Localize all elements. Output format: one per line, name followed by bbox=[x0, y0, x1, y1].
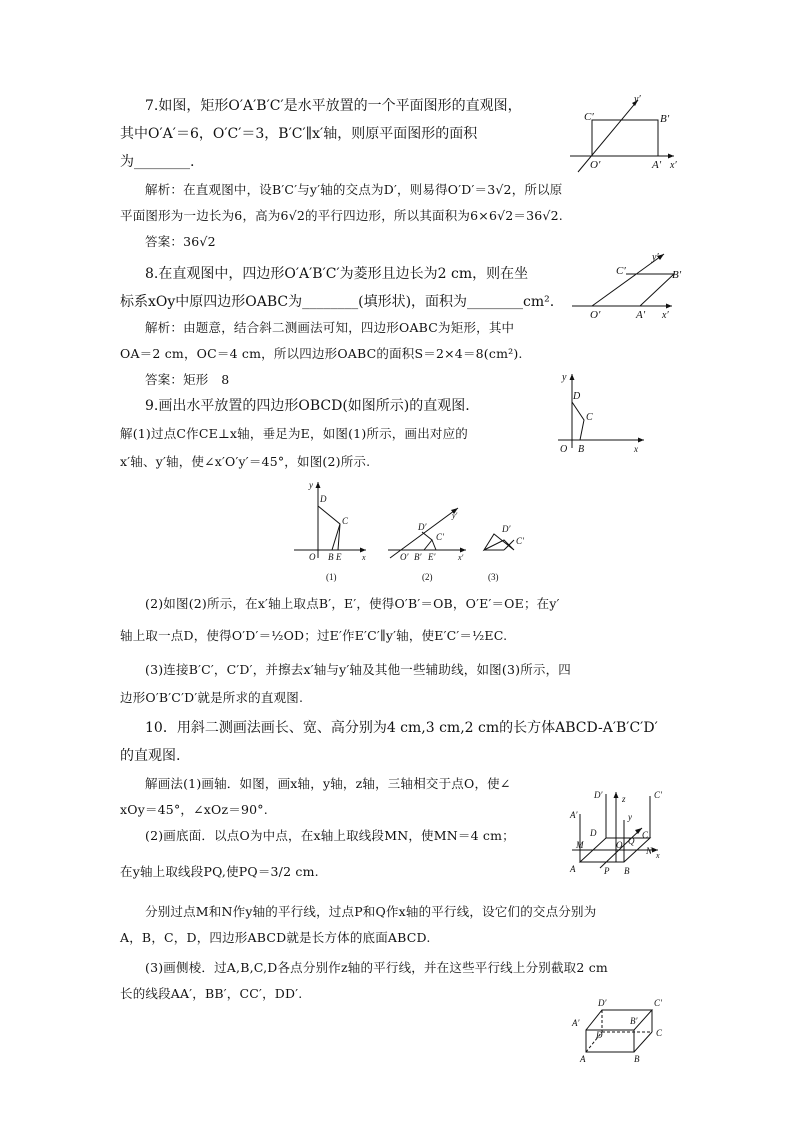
label-o: O bbox=[560, 444, 568, 455]
label-y: y′ bbox=[652, 252, 659, 263]
label-c: C bbox=[586, 412, 593, 423]
figure-step-2 bbox=[388, 508, 466, 582]
svg-text:B: B bbox=[328, 552, 334, 562]
p7-line3: 为________. bbox=[120, 154, 195, 170]
label-b: B′ bbox=[672, 269, 682, 281]
svg-text:A: A bbox=[570, 864, 576, 874]
front-face bbox=[586, 1030, 634, 1052]
rhombus-shape bbox=[592, 274, 674, 306]
svg-text:O′: O′ bbox=[400, 552, 409, 562]
svg-text:C: C bbox=[642, 830, 649, 840]
p10-solution-line7: (3)画侧棱．过A,B,C,D各点分别作z轴的平行线，并在这些平行线上分别截取2 cm bbox=[145, 960, 608, 975]
figure-p8-rhombus bbox=[568, 248, 682, 322]
svg-text:B′: B′ bbox=[414, 552, 422, 562]
svg-text:D′: D′ bbox=[502, 524, 511, 534]
p8-solution-line1: 解析：由题意，结合斜二测画法可知，四边形OABC为矩形，其中 bbox=[145, 320, 515, 335]
svg-text:x: x bbox=[362, 553, 366, 562]
svg-text:C′: C′ bbox=[654, 790, 662, 800]
svg-text:A′: A′ bbox=[570, 810, 578, 820]
label-y: y bbox=[562, 372, 567, 383]
quadrilateral-shape bbox=[572, 402, 584, 440]
svg-text:P: P bbox=[604, 866, 610, 876]
svg-text:E′: E′ bbox=[428, 552, 436, 562]
p7-solution-line1: 解析：在直观图中，设B′C′与y′轴的交点为D′，则易得O′D′＝3√2，所以原 bbox=[145, 182, 563, 197]
figure-p10-axes bbox=[566, 786, 666, 878]
p10-solution-line8: 长的线段AA′，BB′，CC′，DD′. bbox=[120, 986, 303, 1001]
svg-text:D: D bbox=[320, 494, 327, 504]
label-a: A′ bbox=[652, 159, 662, 171]
figure-p9-original bbox=[554, 368, 650, 454]
p7-answer: 答案：36√2 bbox=[145, 234, 216, 249]
svg-text:C′: C′ bbox=[654, 998, 662, 1008]
figure-p7-rectangle bbox=[562, 94, 682, 174]
p7-line2: 其中O′A′＝6，O′C′＝3，B′C′∥x′轴，则原平面图形的面积 bbox=[120, 126, 478, 142]
p7-solution-line2: 平面图形为一边长为6，高为6√2的平行四边形，所以其面积为6×6√2＝36√2. bbox=[120, 208, 563, 223]
label-o: O′ bbox=[590, 159, 601, 171]
svg-text:B: B bbox=[634, 1054, 640, 1064]
label-b: B′ bbox=[660, 113, 670, 125]
svg-text:Q: Q bbox=[628, 836, 635, 846]
label-a: A′ bbox=[636, 309, 646, 321]
label-b: B bbox=[578, 444, 585, 455]
svg-text:D′: D′ bbox=[598, 998, 607, 1008]
svg-text:D: D bbox=[596, 1030, 603, 1040]
x-axis-arrow bbox=[668, 154, 674, 159]
p7-line1: 7.如图，矩形O′A′B′C′是水平放置的一个平面图形的直观图， bbox=[145, 98, 522, 114]
p9-line1: 9.画出水平放置的四边形OBCD(如图所示)的直观图. bbox=[145, 398, 470, 414]
svg-text:C′: C′ bbox=[436, 532, 444, 542]
x-axis-arrow bbox=[638, 438, 644, 443]
p9-solution-line3: (2)如图(2)所示，在x′轴上取点B′，E′，使得O′B′＝OB，O′E′＝OE；在y′ bbox=[145, 596, 560, 611]
p9-solution-line1: 解(1)过点C作CE⊥x轴，垂足为E，如图(1)所示，画出对应的 bbox=[120, 426, 468, 441]
caption-3: (3) bbox=[488, 572, 499, 582]
y-axis-arrow bbox=[570, 374, 575, 380]
p8-answer: 答案：矩形 8 bbox=[145, 372, 230, 387]
svg-text:y: y bbox=[309, 480, 313, 490]
svg-text:A′: A′ bbox=[572, 1018, 580, 1028]
svg-text:x: x bbox=[656, 851, 660, 860]
p10-solution-line3: (2)画底面．以点O为中点，在x轴上取线段MN，使MN＝4 cm； bbox=[145, 828, 515, 843]
p10-solution-line6: A，B，C，D，四边形ABCD就是长方体的底面ABCD. bbox=[120, 930, 431, 945]
svg-text:A: A bbox=[580, 1054, 586, 1064]
svg-text:D′: D′ bbox=[418, 522, 427, 532]
label-y: y′ bbox=[634, 94, 641, 105]
p10-solution-line4: 在y轴上取线段PQ,使PQ＝3/2 cm. bbox=[120, 864, 319, 879]
label-x: x′ bbox=[670, 160, 677, 171]
svg-text:C′: C′ bbox=[516, 536, 524, 546]
svg-text:C: C bbox=[342, 516, 349, 526]
svg-text:z: z bbox=[622, 794, 626, 804]
svg-text:C: C bbox=[656, 1028, 663, 1038]
p10-solution-line5: 分别过点M和N作y轴的平行线，过点P和Q作x轴的平行线，设它们的交点分别为 bbox=[145, 904, 597, 919]
figure-p10-cuboid bbox=[572, 994, 668, 1064]
p8-solution-line2: OA＝2 cm，OC＝4 cm，所以四边形OABC的面积S＝2×4＝8(cm²). bbox=[120, 346, 523, 361]
x-axis-arrow bbox=[666, 304, 672, 309]
label-x: x′ bbox=[662, 310, 669, 321]
svg-text:D′: D′ bbox=[594, 790, 603, 800]
svg-text:M: M bbox=[576, 840, 584, 850]
svg-text:y: y bbox=[628, 812, 632, 822]
p9-solution-line2: x′轴、y′轴，使∠x′O′y′＝45°，如图(2)所示. bbox=[120, 454, 371, 469]
p9-solution-line5: (3)连接B′C′，C′D′，并擦去x′轴与y′轴及其他一些辅助线，如图(3)所示，四 bbox=[145, 662, 571, 677]
top-face bbox=[586, 1010, 652, 1030]
label-c: C′ bbox=[616, 265, 626, 277]
label-x: x bbox=[634, 444, 638, 454]
p10-solution-line2: xOy＝45°，∠xOz＝90°. bbox=[120, 802, 268, 817]
svg-text:O: O bbox=[616, 840, 623, 850]
p10-line1: 10．用斜二测画法画长、宽、高分别为4 cm,3 cm,2 cm的长方体ABCD-A′B′C′D′ bbox=[145, 720, 658, 736]
p9-solution-line4: 轴上取一点D，使得O′D′＝½OD；过E′作E′C′∥y′轴，使E′C′＝½EC. bbox=[120, 628, 508, 643]
svg-text:E: E bbox=[336, 552, 342, 562]
figure-step-3 bbox=[484, 524, 525, 582]
p10-solution-line1: 解画法(1)画轴．如图，画x轴，y轴，z轴，三轴相交于点O，使∠ bbox=[145, 776, 511, 791]
p8-line2: 标系xOy中原四边形OABC为________(填形状)，面积为________cm². bbox=[120, 294, 555, 310]
figure-step-1 bbox=[294, 480, 366, 582]
label-d: D bbox=[573, 391, 581, 402]
svg-text:B′: B′ bbox=[630, 1016, 638, 1026]
svg-text:x′: x′ bbox=[458, 553, 464, 562]
label-o: O′ bbox=[590, 309, 601, 321]
figure-p9-steps bbox=[292, 478, 548, 584]
caption-2: (2) bbox=[422, 572, 433, 582]
p10-line2: 的直观图. bbox=[120, 748, 181, 764]
rectangle-shape bbox=[592, 120, 658, 156]
caption-1: (1) bbox=[326, 572, 337, 582]
svg-text:O: O bbox=[309, 552, 316, 562]
svg-text:N: N bbox=[646, 846, 653, 856]
p8-line1: 8.在直观图中，四边形O′A′B′C′为菱形且边长为2 cm，则在坐 bbox=[145, 266, 529, 282]
label-c: C′ bbox=[584, 111, 594, 123]
svg-text:D: D bbox=[590, 828, 597, 838]
svg-text:y′: y′ bbox=[452, 511, 458, 520]
svg-text:B: B bbox=[624, 866, 630, 876]
z-axis-arrow bbox=[614, 792, 619, 798]
p9-solution-line6: 边形O′B′C′D′就是所求的直观图. bbox=[120, 690, 304, 705]
